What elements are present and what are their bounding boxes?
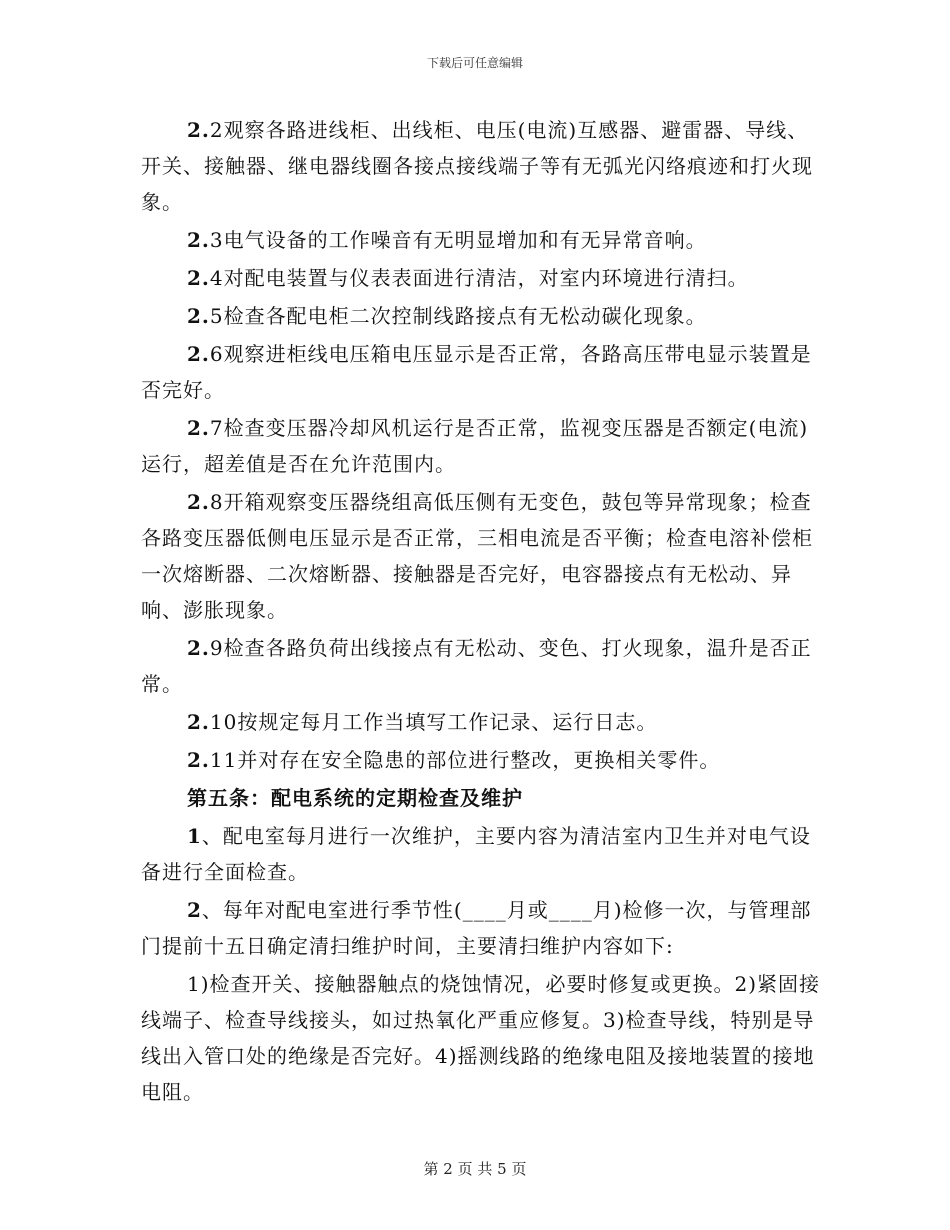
page-footer: 第 2 页 共 5 页 — [423, 1160, 527, 1178]
item-text: 、每年对配电室进行季节性(____月或____月)检修一次，与管理部门提前十五日确定清扫维护时间，主要清扫维护内容如下: — [141, 898, 812, 958]
item-number: 2. — [187, 748, 210, 772]
list-item — [141, 966, 821, 1110]
item-text: 9检查各路负荷出线接点有无松动、变色、打火现象，温升是否正常。 — [141, 636, 812, 696]
item-number: 2. — [187, 636, 210, 660]
item-text: 、配电室每月进行一次维护，主要内容为清洁室内卫生并对电气设备进行全面检查。 — [141, 824, 811, 884]
item-text: 4对配电装置与仪表表面进行清洁，对室内环境进行清扫。 — [209, 266, 749, 290]
list-item — [141, 336, 821, 408]
list-item — [141, 630, 821, 702]
item-text: 6观察进柜线电压箱电压显示是否正常，各路高压带电显示装置是否完好。 — [141, 342, 812, 402]
item-number: 2 — [187, 898, 202, 922]
item-text: 2观察各路进线柜、出线柜、电压(电流)互感器、避雷器、导线、开关、接触器、继电器线圈各接点接线端子等有无弧光闪络痕迹和打火现象。 — [141, 118, 813, 214]
item-text: 7检查变压器冷却风机运行是否正常，监视变压器是否额定(电流)运行，超差值是否在允许范围内。 — [141, 416, 809, 476]
list-item — [141, 298, 821, 334]
list-item — [141, 742, 821, 778]
item-text: 1)检查开关、接触器触点的烧蚀情况，必要时修复或更换。2)紧固接线端子、检查导线接头，如过热氧化严重应修复。3)检查导线，特别是导线出入管口处的绝缘是否完好。4)摇测线路的绝缘电阻及接地装置的接地电阻。 — [141, 972, 821, 1104]
list-item — [141, 112, 821, 220]
list-item — [141, 892, 821, 964]
item-number: 1 — [187, 824, 202, 848]
item-text: 5检查各配电柜二次控制线路接点有无松动碳化现象。 — [209, 304, 707, 328]
list-item — [141, 704, 821, 740]
section-title: 第五条：配电系统的定期检查及维护 — [187, 786, 523, 810]
item-number: 2. — [187, 266, 210, 290]
item-number: 2. — [187, 118, 210, 142]
item-text: 3电气设备的工作噪音有无明显增加和有无异常音响。 — [209, 228, 707, 252]
list-item — [141, 410, 821, 482]
item-number: 2. — [187, 416, 210, 440]
item-number: 2. — [187, 228, 210, 252]
list-item — [141, 260, 821, 296]
item-number: 2. — [187, 490, 210, 514]
page-header: 下载后可任意编辑 — [426, 56, 523, 70]
item-number: 2. — [187, 304, 210, 328]
item-number: 2. — [187, 342, 210, 366]
document-body — [141, 112, 821, 1112]
item-text: 10按规定每月工作当填写工作记录、运行日志。 — [209, 710, 658, 734]
list-item — [141, 222, 821, 258]
list-item — [141, 484, 821, 628]
list-item — [141, 818, 821, 890]
item-number: 2. — [187, 710, 210, 734]
item-text: 11并对存在安全隐患的部位进行整改，更换相关零件。 — [209, 748, 721, 772]
item-text: 8开箱观察变压器绕组高低压侧有无变色，鼓包等异常现象；检查各路变压器低侧电压显示是否正常，三相电流是否平衡；检查电溶补偿柜一次熔断器、二次熔断器、接触器是否完好，电容器接点有无松动、异响、澎胀现象。 — [141, 490, 813, 622]
